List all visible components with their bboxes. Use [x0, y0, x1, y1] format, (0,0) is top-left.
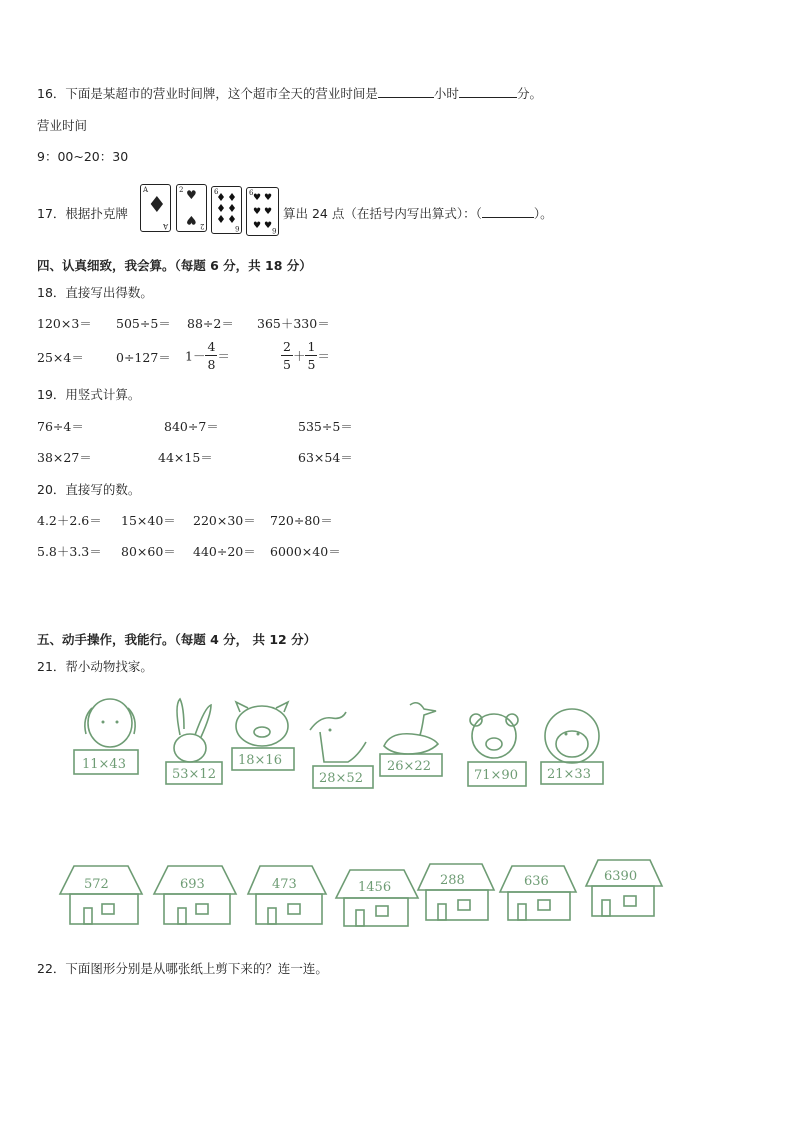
playing-card-3	[211, 186, 242, 234]
house-label: 636	[524, 874, 549, 889]
q20-item: 5.8＋3.3＝	[37, 544, 102, 559]
q20-item: 6000×40＝	[270, 544, 341, 559]
section4-title: 四、认真细致，我会算。（每题 6 分，共 18 分）	[37, 258, 312, 273]
animal-label: 26×22	[387, 759, 431, 774]
q18-item: 120×3＝	[37, 316, 92, 331]
q16-line	[37, 84, 542, 102]
q19-title: 19．用竖式计算。	[37, 387, 141, 402]
section5-title: 五、动手操作，我能行。（每题 4 分， 共 12 分）	[37, 632, 317, 647]
q21-illustration	[0, 690, 794, 950]
house-icon[interactable]	[336, 870, 418, 926]
heart-icon: ♥	[186, 213, 197, 227]
q20-item: 220×30＝	[193, 513, 256, 528]
q18-item: 25×4＝	[37, 350, 84, 365]
frac-whole: 1－	[185, 348, 206, 364]
duck-icon[interactable]	[380, 703, 442, 776]
q16-sign-title: 营业时间	[37, 118, 88, 133]
q18-title: 18．直接写出得数。	[37, 285, 153, 300]
q19-item: 44×15＝	[158, 450, 213, 465]
q16-minutes-blank[interactable]	[459, 85, 517, 98]
q19-item: 38×27＝	[37, 450, 92, 465]
q18-fraction-1	[185, 338, 230, 373]
house-icon[interactable]	[500, 866, 576, 920]
animal-label: 18×16	[238, 753, 282, 768]
q22-title: 22．下面图形分别是从哪张纸上剪下来的？连一连。	[37, 961, 328, 976]
animal-label: 71×90	[474, 768, 518, 783]
house-icon[interactable]	[586, 860, 662, 916]
dog-icon[interactable]	[74, 699, 138, 774]
q19-item: 76÷4＝	[37, 419, 84, 434]
q17-suffix: 算出 24 点（在括号内写出算式）：（	[283, 206, 482, 221]
svg-text:♥: ♥	[253, 193, 262, 203]
q18-item: 0÷127＝	[116, 350, 171, 365]
q19-item: 535÷5＝	[298, 419, 353, 434]
card-rank: A	[143, 186, 149, 194]
q20-item: 15×40＝	[121, 513, 176, 528]
q16-hours-blank[interactable]	[378, 85, 434, 98]
playing-card-1	[140, 184, 171, 232]
house-label: 288	[440, 873, 465, 888]
frac-numerator: 1	[307, 339, 316, 354]
q16-unit-minutes: 分。	[516, 86, 542, 101]
q18-item: 88÷2＝	[187, 316, 234, 331]
playing-card-2	[176, 184, 207, 232]
q16-text: 16．下面是某超市的营业时间牌，这个超市全天的营业时间是	[37, 86, 378, 101]
q16-unit-hours: 小时	[433, 86, 459, 101]
frac-denominator: 5	[307, 357, 316, 372]
playing-card-4	[246, 187, 279, 236]
svg-text:♥: ♥	[253, 207, 262, 217]
q19-item: 63×54＝	[298, 450, 353, 465]
animal-label: 21×33	[547, 767, 591, 782]
svg-text:♥: ♥	[253, 221, 262, 231]
q18-fraction-2	[281, 338, 330, 373]
frac-denominator: 5	[283, 357, 291, 372]
card-rank: 2	[179, 186, 184, 194]
frac-numerator: 4	[207, 339, 216, 354]
frac-eq: ＝	[317, 348, 330, 364]
q18-item: 505÷5＝	[116, 316, 171, 331]
q17-answer-blank[interactable]	[482, 205, 534, 218]
card-rank: 6	[214, 188, 219, 196]
q21-title: 21．帮小动物找家。	[37, 659, 153, 674]
bear-icon[interactable]	[468, 714, 526, 786]
house-icon[interactable]	[418, 864, 494, 920]
q16-sign-hours: 9：00~20：30	[37, 149, 129, 164]
heart-icon: ♥	[186, 188, 197, 202]
q19-item: 840÷7＝	[164, 419, 219, 434]
frac-eq: ＝	[217, 348, 230, 364]
card-rank-bottom: 6	[271, 226, 276, 234]
q17-prefix: 17．根据扑克牌	[37, 206, 128, 221]
q20-item: 440÷20＝	[193, 544, 256, 559]
animal-label: 28×52	[319, 771, 363, 786]
q20-item: 720÷80＝	[270, 513, 333, 528]
q17-end: ）。	[533, 206, 553, 221]
house-label: 473	[272, 877, 297, 892]
svg-text:♥: ♥	[264, 193, 273, 203]
animal-label: 53×12	[172, 767, 216, 782]
q18-item: 365＋330＝	[257, 316, 330, 331]
house-label: 1456	[358, 880, 392, 895]
frac-op: ＋	[292, 348, 306, 364]
goat-icon[interactable]	[310, 712, 373, 788]
q20-title: 20．直接写的数。	[37, 482, 141, 497]
svg-text:♥: ♥	[264, 207, 273, 217]
q20-item: 80×60＝	[121, 544, 176, 559]
house-icon[interactable]	[248, 866, 326, 924]
pig-icon[interactable]	[232, 702, 294, 770]
q17-suffix-line	[283, 204, 553, 222]
house-icon[interactable]	[60, 866, 142, 924]
frac-numerator: 2	[283, 339, 291, 354]
card-rank-bottom: 6	[234, 224, 239, 232]
frac-denominator: 8	[207, 357, 216, 372]
card-rank: 6	[249, 189, 254, 197]
house-label: 572	[84, 877, 109, 892]
diamond-icon: ♦	[147, 193, 167, 218]
monkey-icon[interactable]	[541, 709, 603, 784]
animal-label: 11×43	[82, 757, 126, 772]
house-label: 693	[180, 877, 205, 892]
house-label: 6390	[604, 869, 638, 884]
house-icon[interactable]	[154, 866, 236, 924]
rabbit-icon[interactable]	[166, 699, 222, 784]
q20-item: 4.2＋2.6＝	[37, 513, 102, 528]
svg-text:♥: ♥	[264, 221, 273, 231]
card-rank-bottom: 2	[199, 222, 204, 230]
card-rank-bottom: A	[162, 222, 168, 230]
